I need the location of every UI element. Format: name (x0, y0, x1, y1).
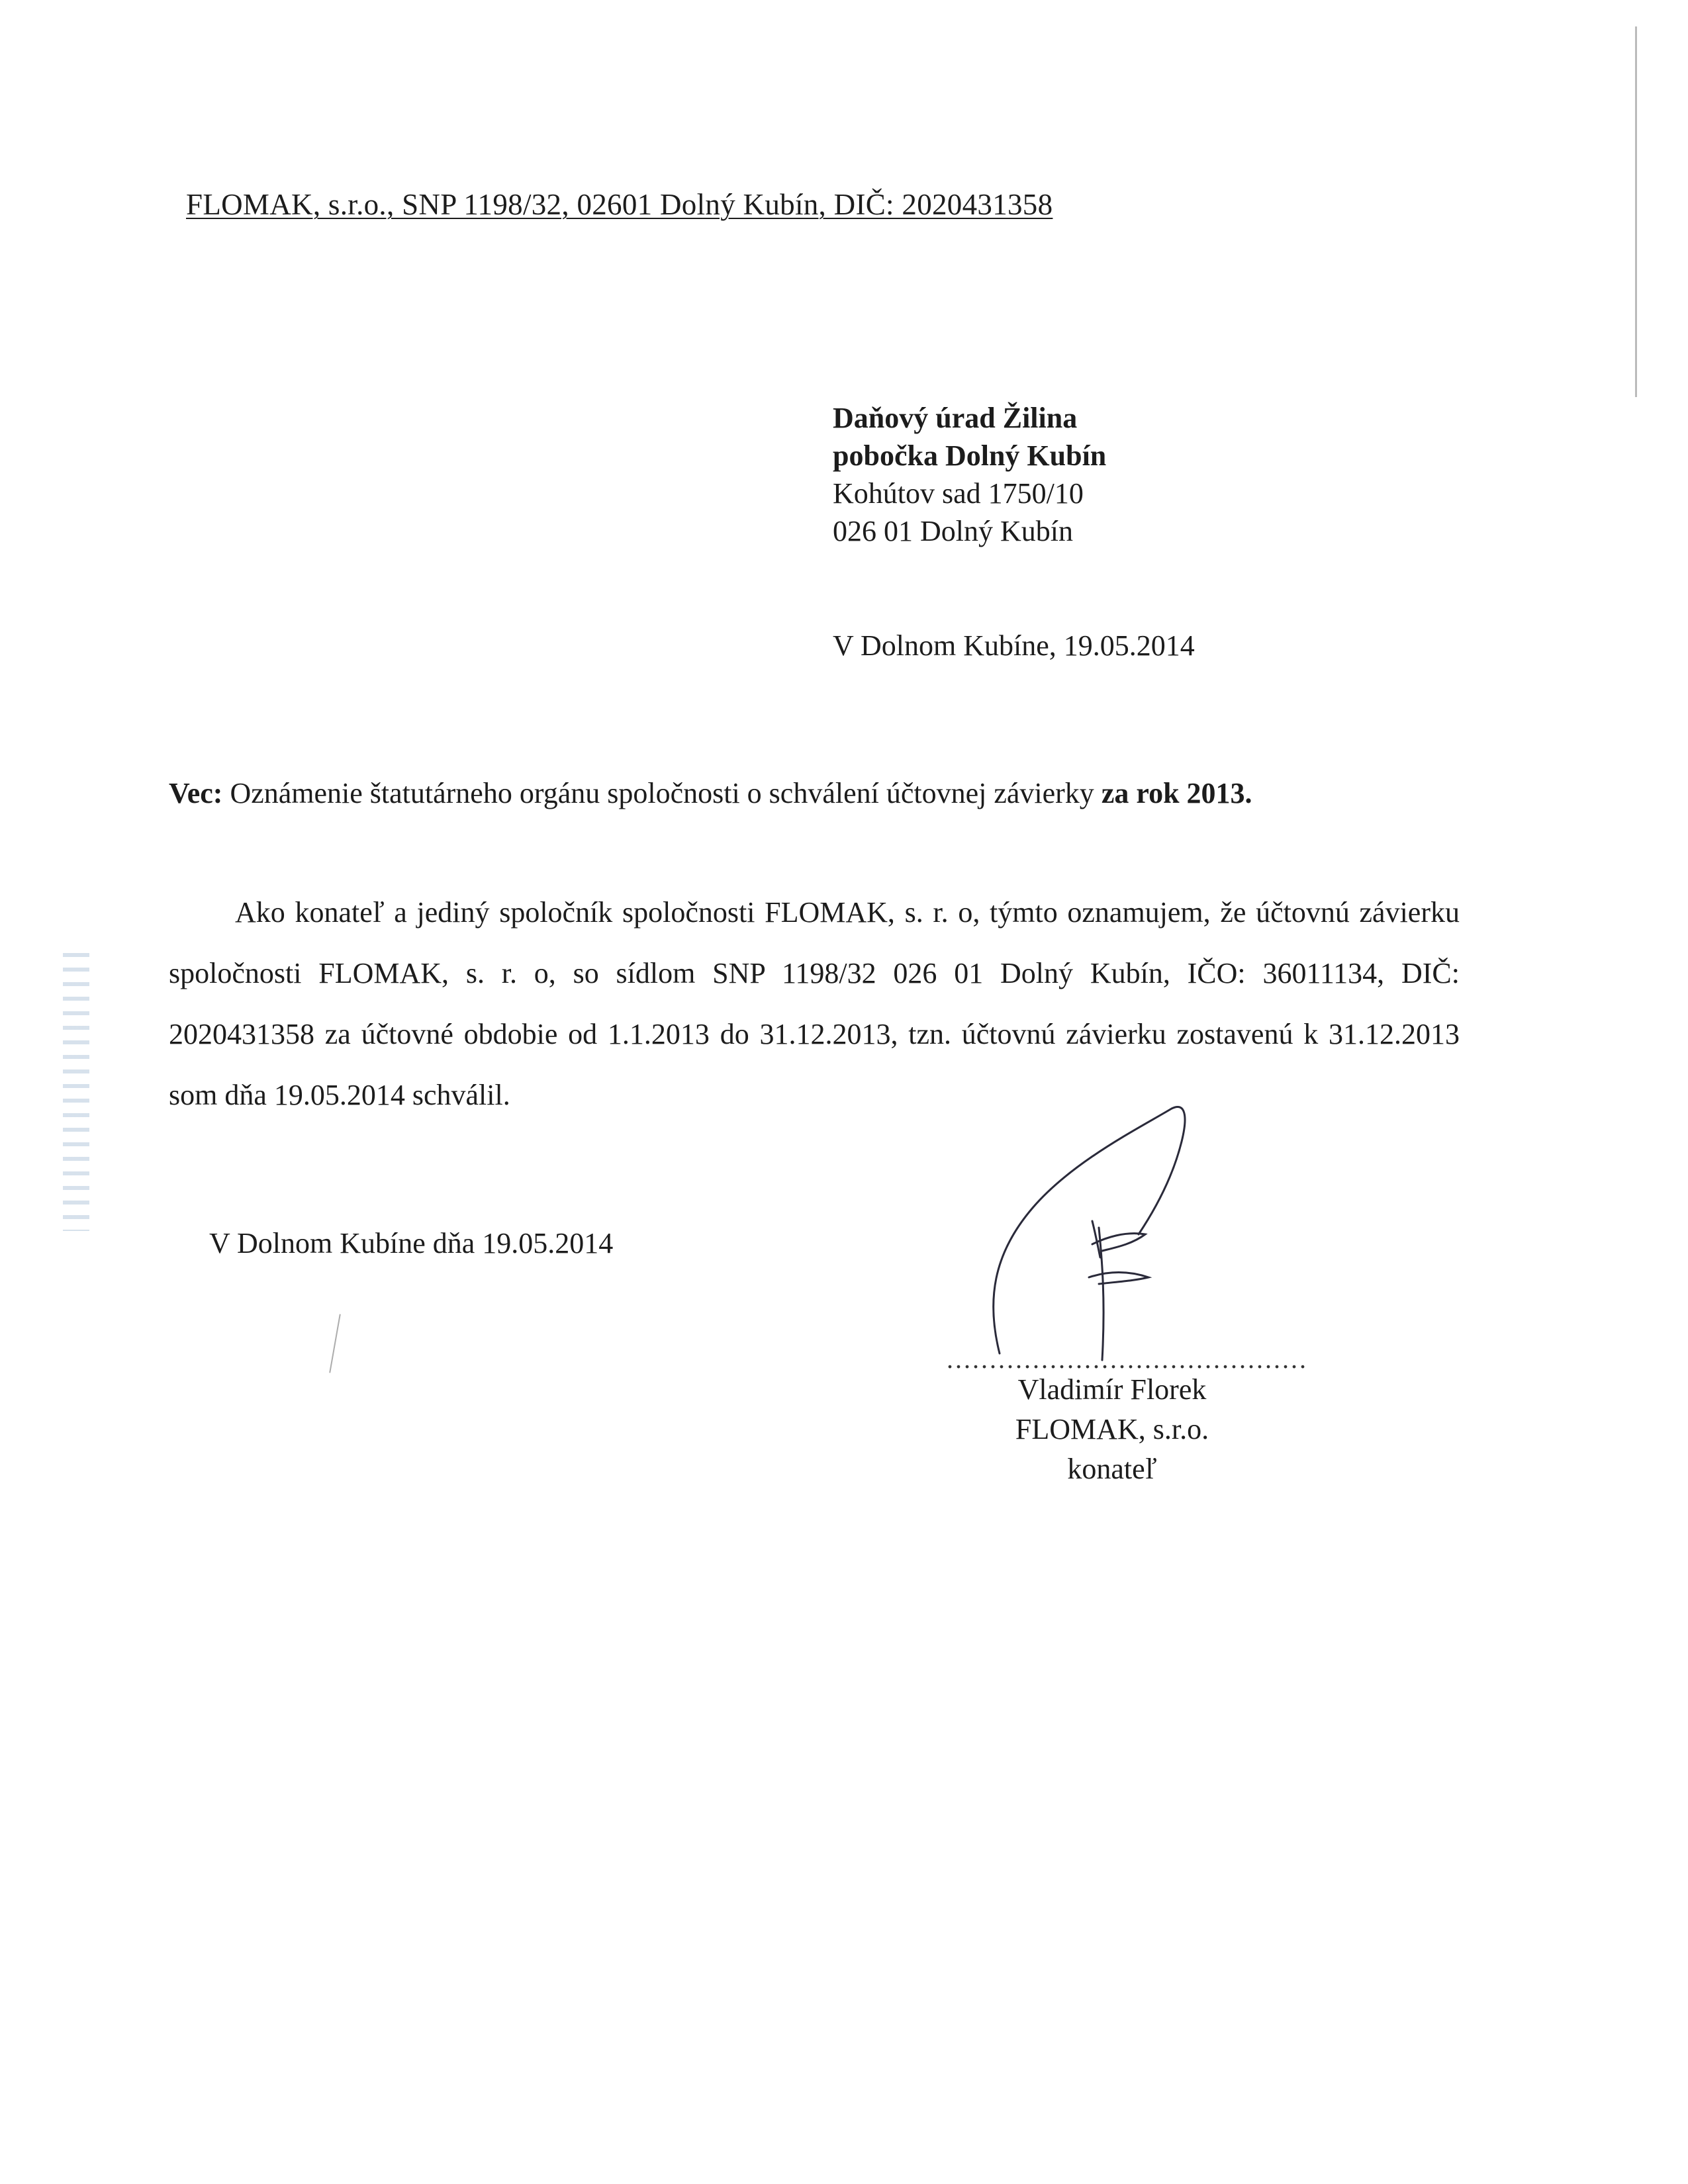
recipient-branch: pobočka Dolný Kubín (833, 439, 1107, 472)
letter-date: V Dolnom Kubíne, 19.05.2014 (833, 629, 1195, 662)
company-header-line: FLOMAK, s.r.o., SNP 1198/32, 02601 Dolný Kubín, DIČ: 2020431358 (186, 188, 1053, 221)
scan-artifact-stroke (329, 1314, 341, 1373)
signatory-company: FLOMAK, s.r.o. (1015, 1413, 1209, 1445)
handwritten-signature (973, 1102, 1251, 1380)
body-text (169, 882, 1460, 1126)
scan-artifact-right-edge (1635, 26, 1637, 397)
body-paragraph: Ako konateľ a jediný spoločník spoločnosti FLOMAK, s. r. o, týmto oznamujem, že účtovnú závierku spoločnosti FLOMAK, s. r. o, so sídlom SNP 1198/32 026 01 Dolný Kubín, IČO: 36011134, DIČ: 2020431358 za účtovné obdobie od 1.1.2013 do 31.12.2013, tzn. účtovnú závierku zostavenú k 31.12.2013 som dňa 19.05.2014 schválil. (169, 896, 1460, 1111)
signatory-name: Vladimír Florek (1017, 1373, 1207, 1406)
subject-line (169, 776, 1252, 810)
signature-block (940, 1370, 1284, 1489)
scan-artifact-left-marks (63, 953, 89, 1231)
signature-dotted-line: .......................................... (947, 1344, 1308, 1374)
signatory-role: konateľ (1067, 1453, 1157, 1485)
subject-label: Vec: (169, 777, 223, 809)
subject-year: za rok 2013. (1101, 777, 1252, 809)
recipient-street: Kohútov sad 1750/10 (833, 477, 1084, 510)
recipient-address (833, 399, 1106, 550)
subject-text: Oznámenie štatutárneho orgánu spoločnosti o schválení účtovnej závierky (222, 777, 1102, 809)
recipient-office: Daňový úrad Žilina (833, 402, 1078, 434)
recipient-city: 026 01 Dolný Kubín (833, 515, 1073, 547)
place-and-date: V Dolnom Kubíne dňa 19.05.2014 (209, 1227, 614, 1259)
